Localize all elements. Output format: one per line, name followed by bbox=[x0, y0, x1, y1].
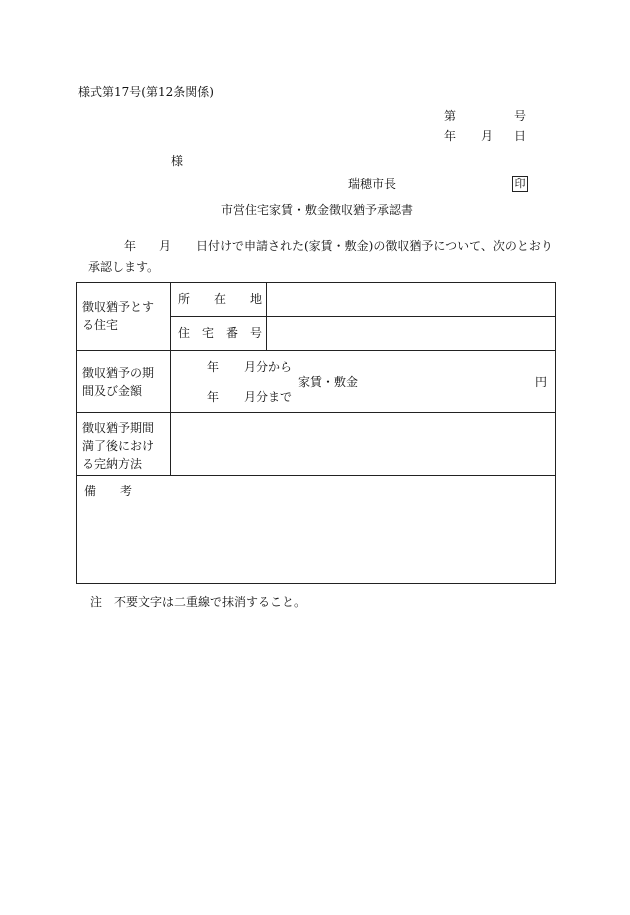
yen-unit: 円 bbox=[535, 375, 548, 389]
intro-line2: 承認します。 bbox=[88, 260, 160, 274]
column-divider bbox=[266, 282, 267, 350]
location-label: 所 在 地 bbox=[178, 292, 263, 306]
footnote: 注 不要文字は二重線で抹消すること。 bbox=[90, 595, 307, 609]
intro-line1: 日付けで申請された(家賃・敷金)の徴収猶予について、次のとおり bbox=[196, 239, 553, 253]
column-divider bbox=[170, 282, 171, 475]
housing-number-label: 住 宅 番 号 bbox=[178, 326, 263, 340]
rent-deposit-label: 家賃・敷金 bbox=[298, 375, 359, 389]
housing-label-line1: 徴収猶予とす bbox=[82, 300, 155, 314]
period-to-year: 年 bbox=[207, 390, 220, 404]
number-prefix: 第 bbox=[444, 109, 457, 123]
period-from-month: 月分から bbox=[244, 360, 293, 374]
seal-mark: 印 bbox=[512, 176, 528, 192]
row-divider bbox=[76, 412, 556, 413]
date-month: 月 bbox=[481, 129, 494, 143]
period-from-year: 年 bbox=[207, 360, 220, 374]
issuer-name: 瑞穂市長 bbox=[348, 177, 397, 191]
payment-label-line3: る完納方法 bbox=[82, 457, 143, 471]
row-divider bbox=[76, 475, 556, 476]
housing-label-line2: る住宅 bbox=[82, 318, 119, 332]
addressee-suffix: 様 bbox=[171, 154, 184, 168]
payment-label-line1: 徴収猶予期間 bbox=[82, 421, 155, 435]
housing-label bbox=[82, 298, 154, 334]
document-title: 市営住宅家賃・敷金徴収猶予承認書 bbox=[221, 203, 414, 217]
date-day: 日 bbox=[514, 129, 527, 143]
row-divider bbox=[76, 350, 556, 351]
row-divider bbox=[170, 316, 555, 317]
number-suffix: 号 bbox=[514, 109, 527, 123]
date-year: 年 bbox=[444, 129, 457, 143]
intro-month: 月 bbox=[159, 239, 172, 253]
period-to-month: 月分まで bbox=[244, 390, 293, 404]
intro-year: 年 bbox=[124, 239, 137, 253]
payment-label-line2: 満了後におけ bbox=[82, 439, 155, 453]
remarks-label: 備 考 bbox=[84, 484, 133, 498]
period-label bbox=[82, 364, 154, 400]
period-label-line1: 徴収猶予の期 bbox=[82, 366, 155, 380]
period-label-line2: 間及び金額 bbox=[82, 384, 143, 398]
form-id: 様式第17号(第12条関係) bbox=[78, 85, 214, 99]
payment-method-label bbox=[82, 419, 154, 473]
